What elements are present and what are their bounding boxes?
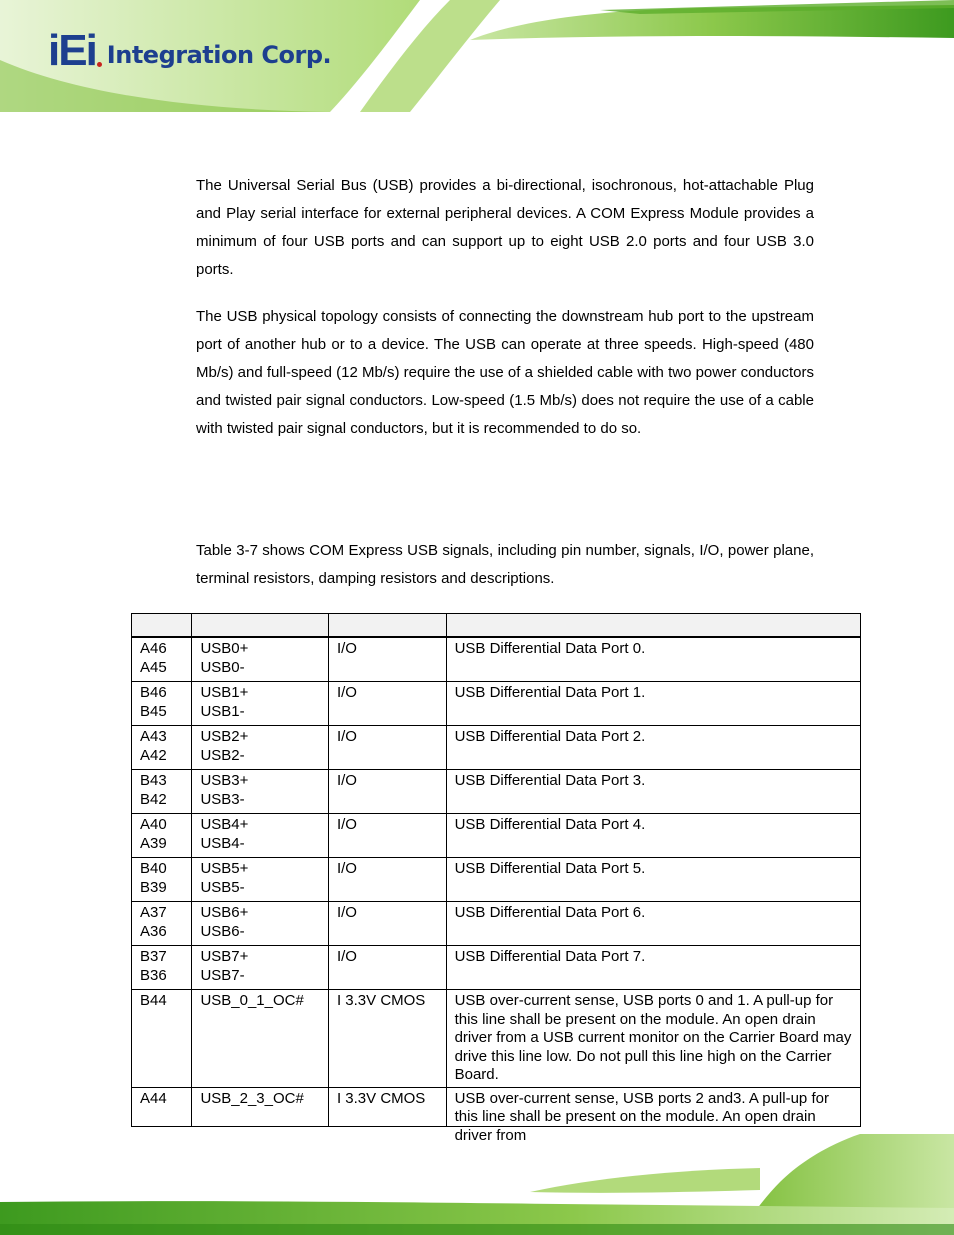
- signal-name: USB6+: [200, 904, 249, 921]
- signal-name: USB1+: [200, 684, 249, 701]
- io-cell: I 3.3V CMOS: [328, 990, 446, 1088]
- pin-cell: [132, 770, 192, 814]
- table-row: [132, 1087, 861, 1126]
- description-cell: [446, 682, 860, 726]
- signal-name: USB5+: [200, 860, 249, 877]
- description-text: USB over-current sense, USB ports 2 and3. A pull-up for this line shall be present on the module. An open drain driver from: [454, 1089, 829, 1144]
- description-text: USB over-current sense, USB ports 0 and 1. A pull-up for this line shall be present on the module. An open drain driver from a USB current monitor on the Carrier Board may drive this line low. Do not pull this line high on the Carrier Board.: [454, 992, 852, 1083]
- footer-banner: [0, 1132, 954, 1235]
- pin-cell: [132, 637, 192, 682]
- description-text: USB Differential Data Port 2.: [454, 728, 646, 745]
- pin-number: A40: [140, 816, 167, 833]
- description-cell: [446, 946, 860, 990]
- table-row: [132, 770, 861, 814]
- table-body: [132, 637, 861, 1144]
- description-cell: [446, 990, 860, 1088]
- io-cell: I/O: [328, 902, 446, 946]
- pin-number: A36: [140, 922, 167, 940]
- pin-number: B42: [140, 790, 167, 808]
- signal-name: USB_0_1_OC#: [200, 992, 304, 1009]
- table-row: [132, 990, 861, 1088]
- pin-number: A46: [140, 640, 167, 657]
- pin-cell: [132, 946, 192, 990]
- description-cell: [446, 1087, 860, 1144]
- description-text: USB Differential Data Port 4.: [454, 816, 646, 833]
- signal-cell: [192, 946, 329, 990]
- pin-number: B44: [140, 992, 167, 1009]
- description-cell: [446, 814, 860, 858]
- pin-number: B40: [140, 860, 167, 877]
- header-cell-description: [446, 614, 860, 638]
- signal-cell: [192, 726, 329, 770]
- signal-name: USB5-: [200, 878, 245, 896]
- io-cell: I/O: [328, 814, 446, 858]
- description-text: USB Differential Data Port 1.: [454, 684, 646, 701]
- pin-number: B46: [140, 684, 167, 701]
- signal-cell: [192, 902, 329, 946]
- pin-number: A37: [140, 904, 167, 921]
- pin-cell: [132, 1087, 192, 1126]
- signal-name: USB_2_3_OC#: [200, 1089, 304, 1107]
- signal-name: USB7+: [200, 948, 249, 965]
- signal-name: USB7-: [200, 966, 245, 984]
- io-cell: I/O: [328, 770, 446, 814]
- company-logo: [48, 26, 331, 76]
- io-cell: I/O: [328, 637, 446, 682]
- signal-cell: [192, 1087, 329, 1126]
- signal-cell: [192, 814, 329, 858]
- table-row: [132, 858, 861, 902]
- io-cell: I/O: [328, 726, 446, 770]
- description-text: USB Differential Data Port 5.: [454, 860, 646, 877]
- io-cell: I/O: [328, 858, 446, 902]
- signal-cell: [192, 858, 329, 902]
- signal-name: USB0+: [200, 640, 249, 657]
- paragraph-usb-topology: The USB physical topology consists of connecting the downstream hub port to the upstream port of another hub or to a device. The USB can operate at three speeds. High-speed (480 Mb/s) and full-speed (12 Mb/s) require the use of a shielded cable with two power conductors and twisted pair signal conductors. Low-speed (1.5 Mb/s) does not require the use of a cable with twisted pair signal conductors, but it is recommended to do so.: [196, 308, 814, 437]
- paragraph-table-reference: Table 3-7 shows COM Express USB signals, including pin number, signals, I/O, power plane, terminal resistors, damping resistors and descriptions.: [196, 542, 814, 587]
- signal-name: USB2-: [200, 746, 245, 764]
- header-cell-io: [328, 614, 446, 638]
- signal-cell: [192, 770, 329, 814]
- io-cell: I 3.3V CMOS: [328, 1087, 446, 1126]
- pin-number: A42: [140, 746, 167, 764]
- pin-number: B43: [140, 772, 167, 789]
- description-cell: [446, 770, 860, 814]
- signal-name: USB3-: [200, 790, 245, 808]
- signal-name: USB6-: [200, 922, 245, 940]
- description-text: USB Differential Data Port 3.: [454, 772, 646, 789]
- pin-number: A44: [140, 1089, 167, 1107]
- table-row: [132, 726, 861, 770]
- description-cell: [446, 726, 860, 770]
- pin-cell: [132, 814, 192, 858]
- description-cell: [446, 858, 860, 902]
- usb-signals-table: [131, 613, 861, 1144]
- pin-cell: [132, 990, 192, 1088]
- pin-number: B37: [140, 948, 167, 965]
- signal-cell: [192, 682, 329, 726]
- pin-cell: [132, 726, 192, 770]
- table-row: [132, 637, 861, 682]
- table-row: [132, 902, 861, 946]
- signal-name: USB4-: [200, 834, 245, 852]
- pin-cell: [132, 682, 192, 726]
- pin-cell: [132, 902, 192, 946]
- description-cell: [446, 637, 860, 682]
- description-text: USB Differential Data Port 6.: [454, 904, 646, 921]
- description-text: USB Differential Data Port 7.: [454, 948, 646, 965]
- logo-mark: iEi: [48, 26, 96, 75]
- header-cell-signal: [192, 614, 329, 638]
- signal-cell: [192, 990, 329, 1088]
- io-cell: I/O: [328, 946, 446, 990]
- signal-cell: [192, 637, 329, 682]
- table-row: [132, 814, 861, 858]
- signal-name: USB0-: [200, 658, 245, 676]
- company-name: Integration Corp.: [106, 41, 332, 69]
- pin-number: B39: [140, 878, 167, 896]
- signal-name: USB2+: [200, 728, 249, 745]
- pin-number: A43: [140, 728, 167, 745]
- signal-name: USB1-: [200, 702, 245, 720]
- pin-number: B36: [140, 966, 167, 984]
- table-row: [132, 946, 861, 990]
- signal-name: USB3+: [200, 772, 249, 789]
- description-text: USB Differential Data Port 0.: [454, 640, 646, 657]
- signal-name: USB4+: [200, 816, 249, 833]
- paragraph-usb-intro: The Universal Serial Bus (USB) provides a bi-directional, isochronous, hot-attachable Plug and Play serial interface for external peripheral devices. A COM Express Module provides a minimum of four USB ports and can support up to eight USB 2.0 ports and four USB 3.0 ports.: [196, 177, 814, 278]
- table-row: [132, 682, 861, 726]
- pin-number: A45: [140, 658, 167, 676]
- logo-dot-icon: [97, 62, 102, 67]
- pin-number: B45: [140, 702, 167, 720]
- table-header-row: [132, 614, 861, 638]
- description-cell: [446, 902, 860, 946]
- pin-cell: [132, 858, 192, 902]
- io-cell: I/O: [328, 682, 446, 726]
- header-cell-pin: [132, 614, 192, 638]
- pin-number: A39: [140, 834, 167, 852]
